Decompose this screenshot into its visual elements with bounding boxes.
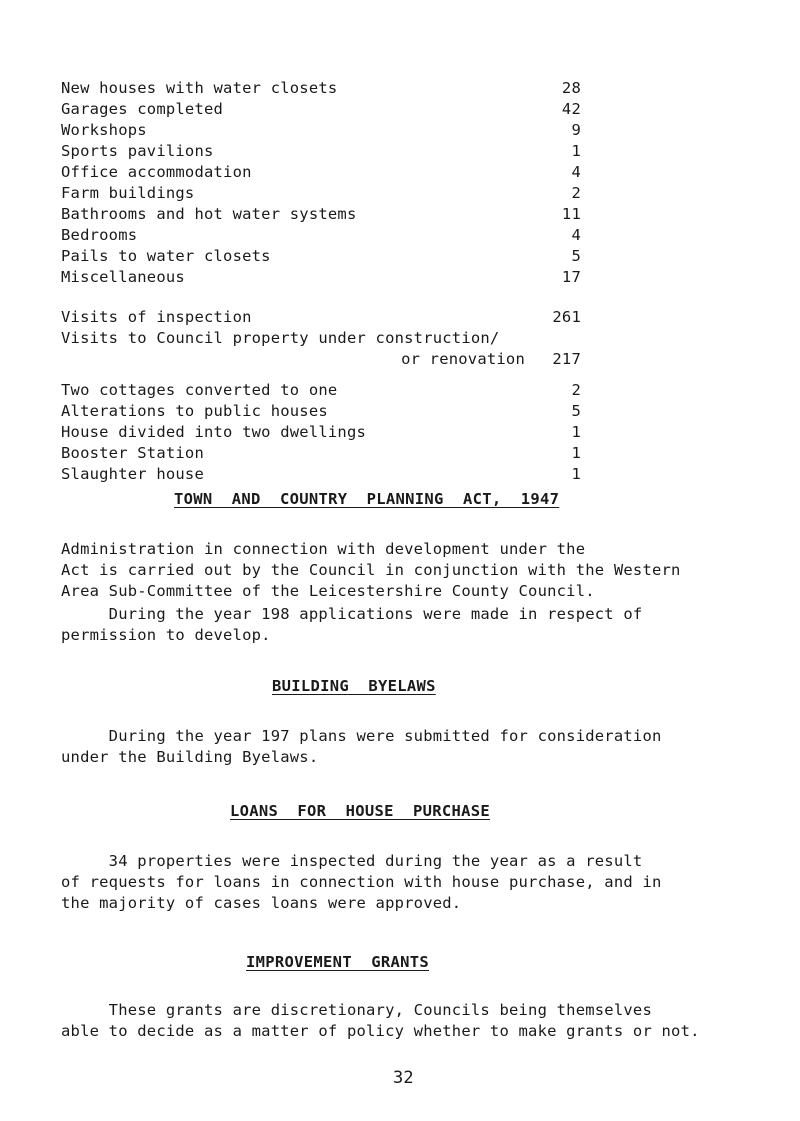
council-visits-row bbox=[61, 349, 581, 370]
list-item bbox=[61, 183, 581, 204]
item-value: 2 bbox=[571, 381, 581, 399]
conversions-list bbox=[61, 380, 581, 485]
item-value: 2 bbox=[571, 184, 581, 202]
list-item bbox=[61, 267, 581, 288]
item-label: Farm buildings bbox=[61, 184, 195, 202]
town-planning-heading: TOWN AND COUNTRY PLANNING ACT, 1947 bbox=[174, 490, 560, 508]
loans-heading: LOANS FOR HOUSE PURCHASE bbox=[230, 802, 491, 820]
list-item bbox=[61, 225, 581, 246]
list-item bbox=[61, 99, 581, 120]
item-label: Booster Station bbox=[61, 444, 204, 462]
list-item bbox=[61, 401, 581, 422]
building-byelaws-heading: BUILDING BYELAWS bbox=[272, 677, 436, 695]
town-planning-paragraph: Administration in connection with development under the Act is carried out by the Council in conjunction with the Western Area Sub-Committee of the Leicestershire County Council. bbox=[61, 540, 681, 600]
item-label: Workshops bbox=[61, 121, 147, 139]
visits-row bbox=[61, 307, 581, 328]
visits-value: 261 bbox=[552, 308, 581, 326]
item-value: 4 bbox=[571, 226, 581, 244]
item-label: Garages completed bbox=[61, 100, 224, 118]
item-label: Two cottages converted to one bbox=[61, 381, 338, 399]
statistics-block bbox=[61, 78, 581, 485]
item-label: Office accommodation bbox=[61, 163, 252, 181]
item-value: 1 bbox=[571, 465, 581, 483]
list-item bbox=[61, 246, 581, 267]
list-item bbox=[61, 120, 581, 141]
item-label: Miscellaneous bbox=[61, 268, 185, 286]
item-value: 1 bbox=[571, 423, 581, 441]
item-label: New houses with water closets bbox=[61, 79, 338, 97]
item-value: 17 bbox=[561, 268, 581, 286]
page-number: 32 bbox=[393, 1068, 414, 1088]
item-value: 11 bbox=[561, 205, 581, 223]
list-item bbox=[61, 380, 581, 401]
works-list bbox=[61, 78, 581, 288]
list-item bbox=[61, 204, 581, 225]
item-label: Bedrooms bbox=[61, 226, 138, 244]
list-item bbox=[61, 464, 581, 485]
list-item bbox=[61, 141, 581, 162]
list-item bbox=[61, 78, 581, 99]
item-label: House divided into two dwellings bbox=[61, 423, 367, 441]
item-value: 4 bbox=[571, 163, 581, 181]
visits-label: Visits of inspection bbox=[61, 308, 252, 326]
item-label: Pails to water closets bbox=[61, 247, 271, 265]
loans-paragraph: 34 properties were inspected during the year as a result of requests for loans in connection with house purchase, and in the majority of cases loans were approved. bbox=[61, 852, 662, 912]
item-label: Sports pavilions bbox=[61, 142, 214, 160]
council-visits-value: 217 bbox=[552, 350, 581, 368]
item-label: Bathrooms and hot water systems bbox=[61, 205, 357, 223]
list-item bbox=[61, 443, 581, 464]
item-value: 5 bbox=[571, 402, 581, 420]
building-byelaws-paragraph: During the year 197 plans were submitted for consideration under the Building Byelaws. bbox=[61, 727, 662, 766]
inspection-block bbox=[61, 307, 581, 370]
item-value: 1 bbox=[571, 444, 581, 462]
item-value: 5 bbox=[571, 247, 581, 265]
list-item bbox=[61, 422, 581, 443]
council-visits-line: Visits to Council property under construction/ bbox=[61, 329, 500, 347]
applications-paragraph: During the year 198 applications were made in respect of permission to develop. bbox=[61, 605, 643, 644]
improvement-grants-heading: IMPROVEMENT GRANTS bbox=[246, 953, 430, 971]
item-value: 9 bbox=[571, 121, 581, 139]
item-label: Slaughter house bbox=[61, 465, 204, 483]
improvement-grants-paragraph: These grants are discretionary, Councils being themselves able to decide as a matter of policy whether to make grants or not. bbox=[61, 1001, 700, 1040]
item-value: 1 bbox=[571, 142, 581, 160]
item-value: 28 bbox=[561, 79, 581, 97]
council-visits-label: or renovation bbox=[401, 350, 525, 368]
item-value: 42 bbox=[561, 100, 581, 118]
item-label: Alterations to public houses bbox=[61, 402, 328, 420]
list-item bbox=[61, 162, 581, 183]
